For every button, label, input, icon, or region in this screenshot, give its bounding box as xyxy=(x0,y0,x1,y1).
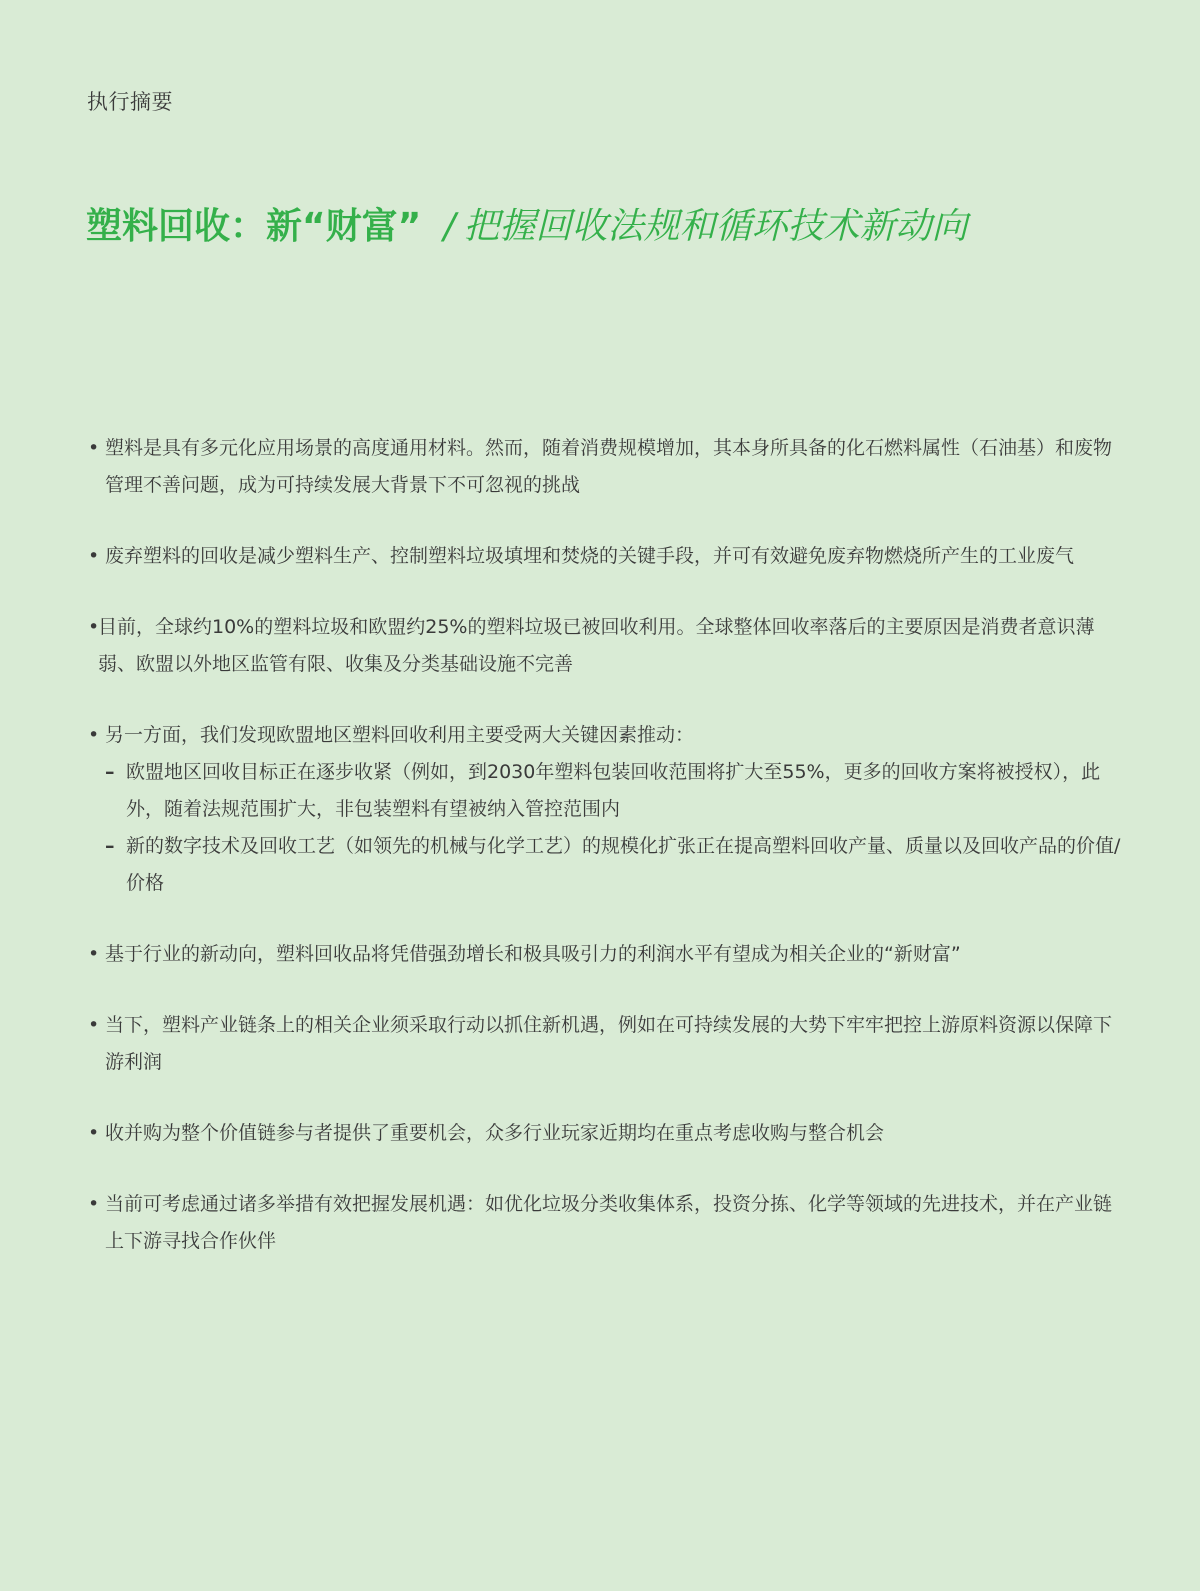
bullet-icon: • xyxy=(88,616,100,638)
dash-icon: – xyxy=(105,835,115,857)
bullet-item xyxy=(88,936,1128,973)
bullet-item xyxy=(88,430,1128,504)
bullet-text: 收并购为整个价值链参与者提供了重要机会，众多行业玩家近期均在重点考虑收购与整合机会 xyxy=(105,1122,885,1144)
bullet-icon: • xyxy=(88,437,100,459)
bullet-item xyxy=(88,538,1128,575)
bullet-item xyxy=(88,717,1128,902)
page-title xyxy=(86,203,967,251)
bullet-item xyxy=(88,1115,1128,1152)
bullet-item xyxy=(88,609,1128,683)
bullet-icon: • xyxy=(88,545,100,567)
sub-bullet-item xyxy=(88,754,1128,828)
sub-bullet-item xyxy=(88,828,1128,902)
sub-bullet-text: 欧盟地区回收目标正在逐步收紧（例如，到2030年塑料包装回收范围将扩大至55%，更多的回收方案将被授权），此外，随着法规范围扩大，非包装塑料有望被纳入管控范围内 xyxy=(126,761,1101,820)
title-subtitle: 把握回收法规和循环技术新动向 xyxy=(463,206,968,247)
bullet-item xyxy=(88,1186,1128,1260)
bullet-icon: • xyxy=(88,943,100,965)
dash-icon: – xyxy=(105,761,115,783)
sub-bullet-text: 新的数字技术及回收工艺（如领先的机械与化学工艺）的规模化扩张正在提高塑料回收产量、质量以及回收产品的价值/价格 xyxy=(126,835,1121,894)
bullet-icon: • xyxy=(88,1014,100,1036)
summary-bullet-list xyxy=(88,430,1128,1294)
bullet-text: 当前可考虑通过诸多举措有效把握发展机遇：如优化垃圾分类收集体系，投资分拣、化学等领域的先进技术，并在产业链上下游寻找合作伙伴 xyxy=(105,1193,1113,1252)
bullet-item xyxy=(88,1007,1128,1081)
section-label: 执行摘要 xyxy=(87,90,173,114)
bullet-icon: • xyxy=(88,1122,100,1144)
bullet-text: 当下，塑料产业链条上的相关企业须采取行动以抓住新机遇，例如在可持续发展的大势下牢牢把控上游原料资源以保障下游利润 xyxy=(105,1014,1113,1073)
sub-bullet-list xyxy=(105,754,1128,902)
bullet-text: 废弃塑料的回收是减少塑料生产、控制塑料垃圾填埋和焚烧的关键手段，并可有效避免废弃物燃烧所产生的工业废气 xyxy=(105,545,1075,567)
bullet-text: 塑料是具有多元化应用场景的高度通用材料。然而，随着消费规模增加，其本身所具备的化石燃料属性（石油基）和废物管理不善问题，成为可持续发展大背景下不可忽视的挑战 xyxy=(105,437,1113,496)
bullet-text: 另一方面，我们发现欧盟地区塑料回收利用主要受两大关键因素推动： xyxy=(105,724,695,746)
bullet-text: 基于行业的新动向，塑料回收品将凭借强劲增长和极具吸引力的利润水平有望成为相关企业的“新财富” xyxy=(105,943,961,965)
title-separator: / xyxy=(443,206,456,247)
bullet-icon: • xyxy=(88,1193,100,1215)
bullet-text: 目前，全球约10%的塑料垃圾和欧盟约25%的塑料垃圾已被回收利用。全球整体回收率落后的主要原因是消费者意识薄弱、欧盟以外地区监管有限、收集及分类基础设施不完善 xyxy=(98,616,1095,675)
bullet-icon: • xyxy=(88,724,100,746)
title-main: 塑料回收：新“财富” xyxy=(86,206,422,247)
